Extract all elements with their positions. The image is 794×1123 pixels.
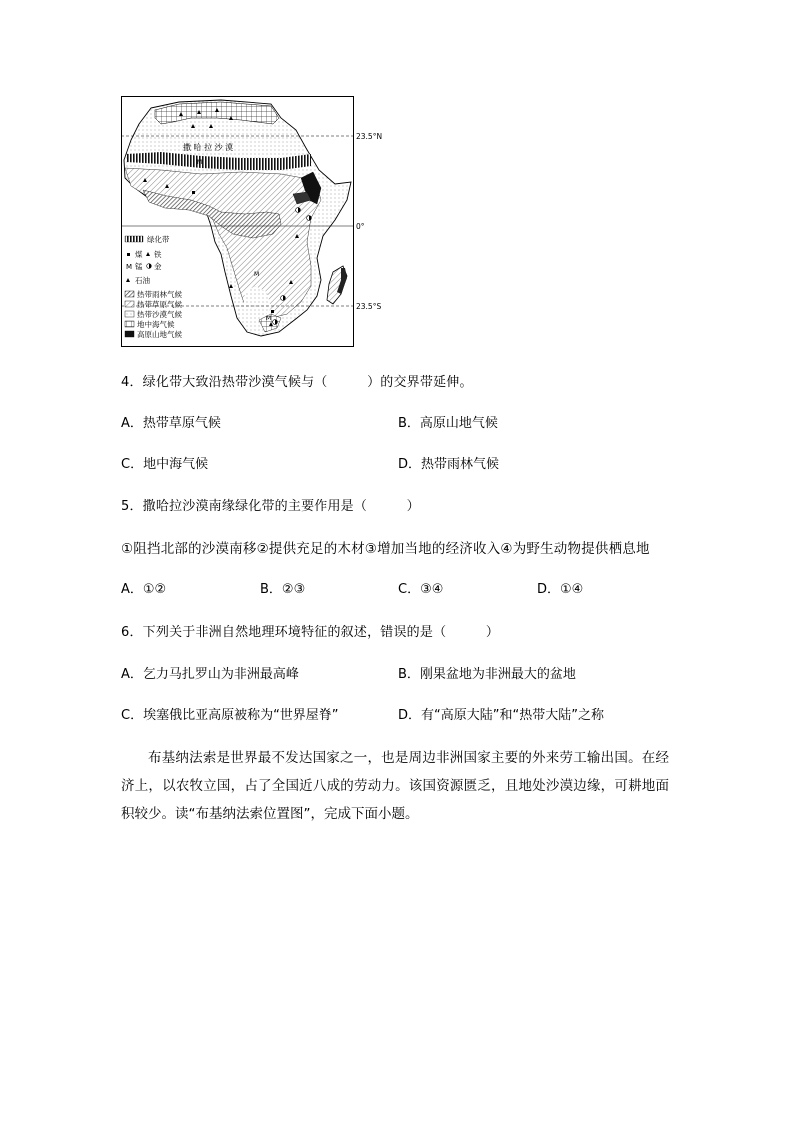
question-4-option-a: A．热带草原气候 [121, 416, 221, 431]
equator-label: 0° [356, 222, 365, 231]
question-4-stem: 4．绿化带大致沿热带沙漠气候与（ ）的交界带延伸。 [121, 375, 473, 390]
legend-desert: 热带沙漠气候 [137, 310, 182, 319]
question-4-option-d: D．热带雨林气候 [398, 457, 500, 472]
coal-icon [271, 310, 274, 313]
manganese-icon: M [197, 159, 203, 166]
legend-greenbelt: 绿化带 [147, 235, 170, 244]
manganese-icon: M [266, 315, 272, 322]
question-5-option-a: A．①② [121, 582, 167, 597]
question-6-stem: 6．下列关于非洲自然地理环境特征的叙述，错误的是（ ） [121, 625, 500, 640]
legend-gold: 金 [154, 262, 162, 271]
question-6-option-a: A．乞力马扎罗山为非洲最高峰 [121, 667, 299, 682]
question-4-option-b: B．高原山地气候 [398, 416, 498, 431]
question-4-option-c: C．地中海气候 [121, 457, 209, 472]
legend-rainforest: 热带雨林气候 [137, 290, 182, 299]
question-6-option-d: D．有“高原大陆”和“热带大陆”之称 [398, 708, 604, 723]
manganese-icon: M [254, 271, 260, 278]
question-5-stem: 5．撒哈拉沙漠南缘绿化带的主要作用是（ ） [121, 499, 420, 514]
question-6-option-b: B．刚果盆地为非洲最大的盆地 [398, 667, 576, 682]
reading-passage: 布基纳法索是世界最不发达国家之一，也是周边非洲国家主要的外来劳工输出国。在经济上，以农牧立国，占了全国近八成的劳动力。该国资源匮乏，且地处沙漠边缘，可耕地面积较少。读“布基纳法索位置图”，完成下面小题。 [121, 750, 669, 822]
legend-mediterranean: 地中海气候 [137, 320, 175, 329]
lat-south-label: 23.5°S [356, 302, 382, 311]
africa-climate-map [121, 96, 383, 348]
question-5-statements: ①阻挡北部的沙漠南移②提供充足的木材③增加当地的经济收入④为野生动物提供栖息地 [121, 541, 650, 557]
question-5-option-c: C．③④ [398, 582, 444, 597]
coal-icon [127, 253, 130, 256]
question-6-option-c: C．埃塞俄比亚高原被称为“世界屋脊” [121, 708, 339, 723]
legend-oil: 石油 [135, 276, 150, 285]
legend-savanna: 热带草原气候 [137, 300, 182, 309]
question-5-option-b: B．②③ [260, 582, 306, 597]
question-5-option-d: D．①④ [537, 582, 584, 597]
legend-iron: 铁 [154, 250, 162, 259]
manganese-icon: M [126, 263, 133, 271]
coal-icon [192, 191, 195, 194]
legend-manganese: 锰 [135, 262, 143, 271]
legend-coal: 煤 [135, 250, 143, 259]
sahara-label: 撒 哈 拉 沙 漠 [183, 143, 234, 152]
legend-highland: 高原山地气候 [137, 330, 182, 339]
lat-north-label: 23.5°N [356, 132, 383, 141]
